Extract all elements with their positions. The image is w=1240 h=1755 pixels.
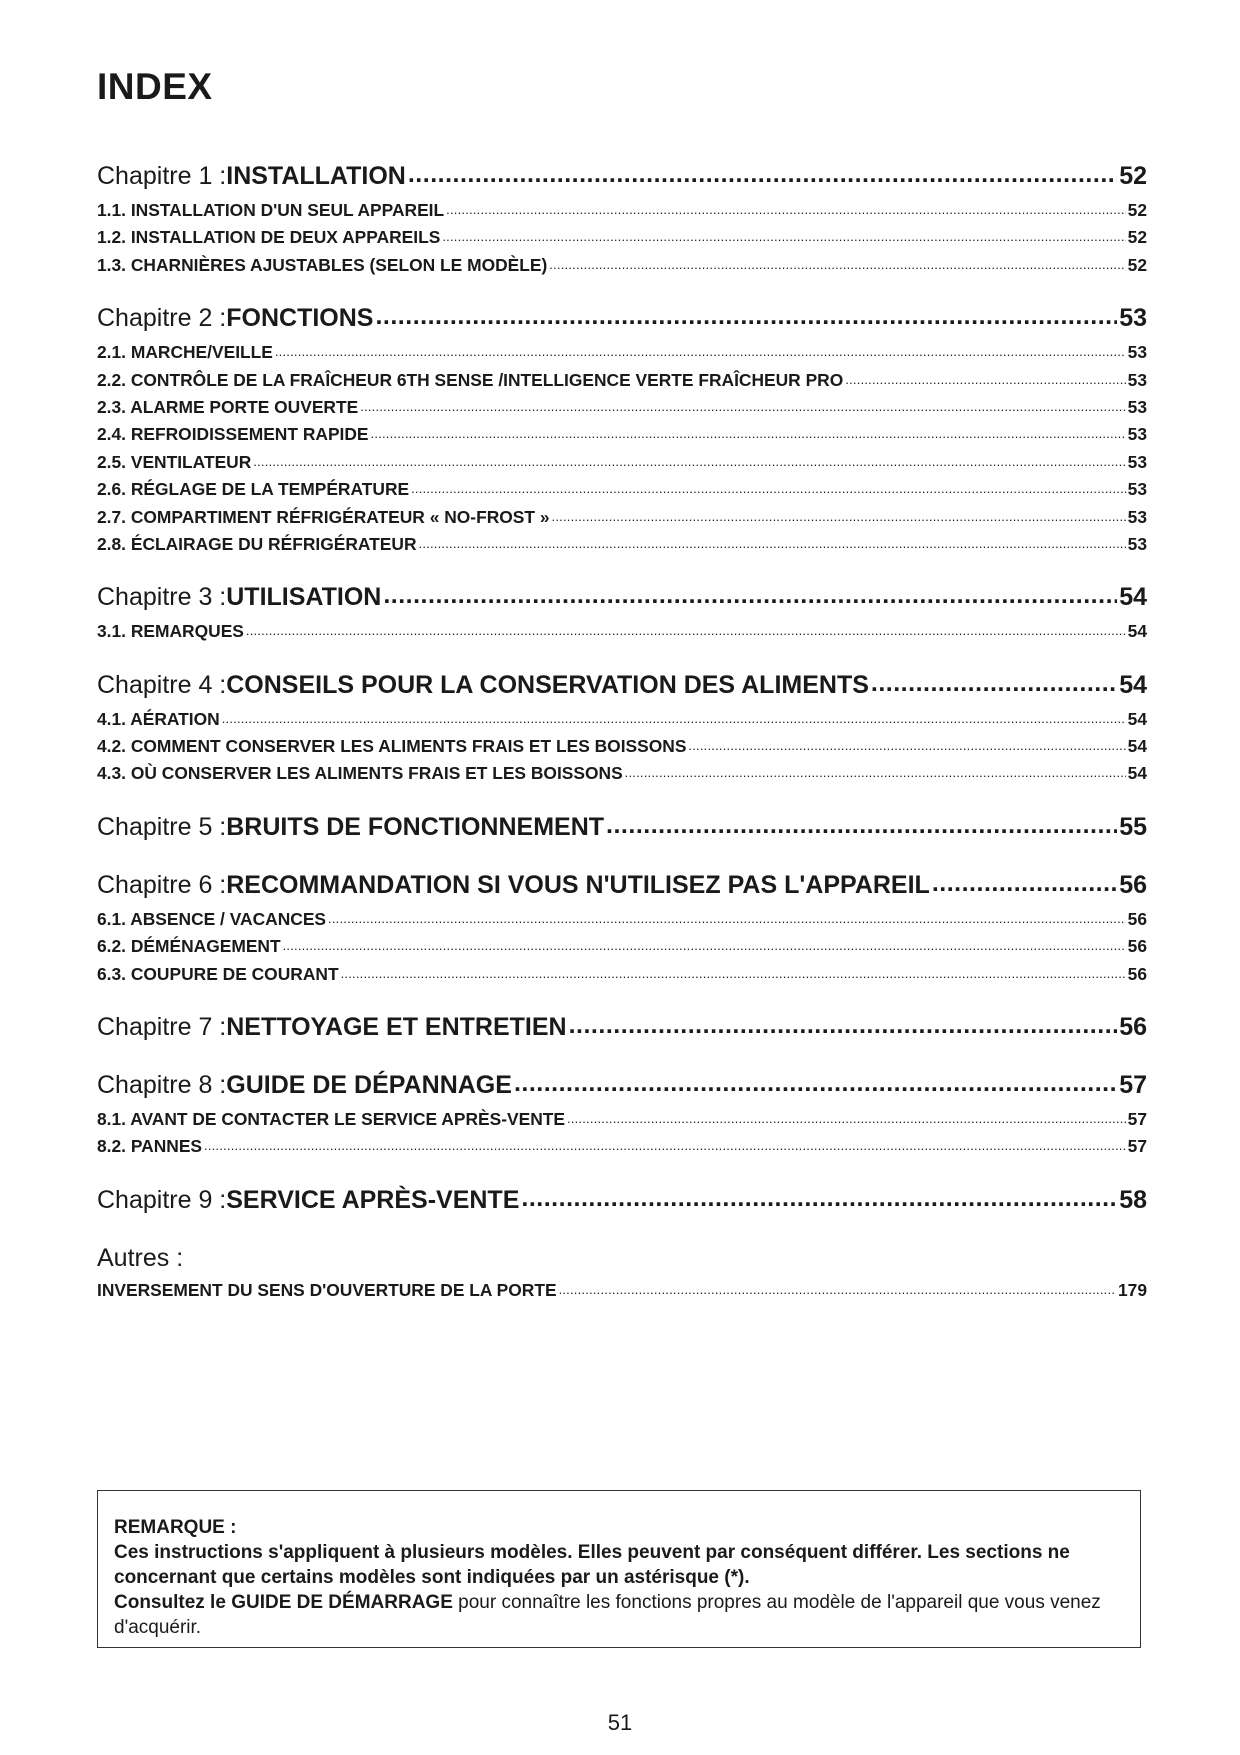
section-title: 2.1. MARCHE/VEILLE [97,342,273,363]
chapter-page-number: 55 [1119,812,1147,841]
section-page-number: 53 [1127,533,1147,554]
dot-leader [204,1138,1126,1153]
toc-section-entry[interactable] [97,397,1147,424]
section-page-number: 54 [1127,621,1147,642]
dot-leader [569,1011,1118,1040]
dot-leader [521,1184,1117,1213]
chapter-title: INSTALLATION [226,162,406,190]
chapter-prefix: Chapitre 9 : [97,1185,227,1214]
dot-leader [328,911,1126,926]
section-page-number: 57 [1127,1136,1147,1157]
chapter-block [97,1013,1147,1049]
section-title: 2.6. RÉGLAGE DE LA TEMPÉRATURE [97,479,410,500]
section-title: 6.1. ABSENCE / VACANCES [97,908,327,929]
section-page-number: 179 [1117,1279,1147,1300]
toc-chapter-entry[interactable] [97,583,1147,619]
section-title: 1.1. INSTALLATION D'UN SEUL APPAREIL [97,200,445,220]
section-title: 2.2. CONTRÔLE DE LA FRAÎCHEUR 6TH SENSE /INTELLIGENCE VERTE FRAÎCHEUR PRO [97,369,844,390]
section-page-number: 53 [1127,424,1147,445]
toc-section-entry[interactable] [97,424,1147,451]
chapter-page-number: 57 [1119,1071,1147,1100]
toc-section-entry[interactable] [97,736,1147,763]
dot-leader [559,1282,1116,1297]
toc-section-entry[interactable] [97,507,1147,534]
section-page-number: 54 [1127,736,1147,757]
dot-leader [549,257,1125,272]
dot-leader [371,426,1126,441]
chapter-block [97,304,1147,561]
dot-leader [408,160,1117,189]
toc-section-entry[interactable] [97,534,1147,561]
dot-leader [567,1111,1126,1126]
chapter-prefix: Chapitre 2 : [97,304,227,333]
note-guide-rest: pour connaître les fonctions propres au modèle de l'appareil que vous venez d'acquérir. [114,1592,1101,1638]
section-title: 1.3. CHARNIÈRES AJUSTABLES (SELON LE MODÈLE) [97,254,548,275]
chapter-block [97,813,1147,849]
section-page-number: 52 [1127,227,1147,248]
chapter-prefix: Chapitre 5 : [97,812,227,841]
dot-leader [514,1069,1117,1098]
chapter-title: NETTOYAGE ET ENTRETIEN [226,1013,567,1042]
autres-block [97,1244,1147,1307]
chapter-block [97,162,1147,282]
toc-chapter-entry[interactable] [97,671,1147,707]
section-page-number: 53 [1127,369,1147,390]
section-title: 1.2. INSTALLATION DE DEUX APPAREILS [97,227,441,248]
dot-leader [446,202,1126,217]
chapter-prefix: Chapitre 4 : [97,670,227,699]
toc-section-entry[interactable] [97,964,1147,991]
dot-leader [419,536,1126,551]
note-guide-name: GUIDE DE DÉMARRAGE [231,1592,453,1613]
note-guide-text [114,1590,1124,1640]
chapter-block [97,871,1147,991]
table-of-contents [97,162,1147,1329]
chapter-page-number: 56 [1119,870,1147,899]
chapter-page-number: 58 [1119,1185,1147,1214]
toc-section-entry[interactable] [97,370,1147,397]
section-title: 8.2. PANNES [97,1136,203,1157]
toc-section-entry[interactable] [97,255,1147,282]
section-title: 2.8. ÉCLAIRAGE DU RÉFRIGÉRATEUR [97,533,417,554]
toc-section-entry[interactable] [97,621,1147,648]
dot-leader [275,344,1126,359]
chapter-title: BRUITS DE FONCTIONNEMENT [226,812,605,841]
section-page-number: 57 [1127,1109,1147,1130]
dot-leader [625,765,1126,780]
toc-section-entry[interactable] [97,1136,1147,1163]
toc-chapter-entry[interactable] [97,871,1147,907]
chapter-prefix: Chapitre 6 : [97,870,227,899]
chapter-page-number: 53 [1119,304,1147,333]
chapter-title: FONCTIONS [226,304,374,333]
section-page-number: 56 [1127,963,1147,984]
note-heading: REMARQUE : [114,1517,237,1538]
section-page-number: 56 [1127,936,1147,957]
section-title: 3.1. REMARQUES [97,621,244,642]
section-page-number: 53 [1127,479,1147,500]
toc-section-entry[interactable] [97,909,1147,936]
note-text: Ces instructions s'appliquent à plusieurs modèles. Elles peuvent par conséquent différer. Les sections ne concernant que certains modèles sont indiquées par un astérisque (*). [114,1542,1070,1588]
chapter-title: RECOMMANDATION SI VOUS N'UTILISEZ PAS L'APPAREIL [226,870,930,899]
dot-leader [283,938,1126,953]
autres-heading: Autres : [97,1243,184,1272]
chapter-prefix: Chapitre 3 : [97,583,227,612]
toc-chapter-entry[interactable] [97,813,1147,849]
dot-leader [932,869,1117,898]
dot-leader [442,229,1125,244]
toc-chapter-entry[interactable] [97,162,1147,198]
toc-section-entry[interactable] [97,452,1147,479]
note-box [97,1490,1141,1648]
toc-section-entry[interactable] [97,342,1147,369]
chapter-prefix: Chapitre 8 : [97,1071,227,1100]
section-page-number: 54 [1127,763,1147,784]
section-page-number: 53 [1127,342,1147,363]
chapter-title: CONSEILS POUR LA CONSERVATION DES ALIMENTS [226,670,869,699]
page-title: INDEX [97,66,213,107]
section-title: INVERSEMENT DU SENS D'OUVERTURE DE LA PORTE [97,1279,557,1300]
section-page-number: 56 [1127,908,1147,929]
chapter-page-number: 56 [1119,1013,1147,1042]
chapter-page-number: 54 [1119,583,1147,612]
chapter-title: SERVICE APRÈS-VENTE [226,1185,520,1214]
chapter-prefix: Chapitre 7 : [97,1013,227,1042]
section-page-number: 52 [1127,200,1147,220]
dot-leader [383,581,1117,610]
toc-section-entry[interactable] [97,200,1147,227]
toc-chapter-entry[interactable] [97,1071,1147,1107]
dot-leader [552,509,1126,524]
chapter-prefix: Chapitre 1 : [97,162,227,190]
chapter-page-number: 54 [1119,670,1147,699]
chapter-title: UTILISATION [226,583,382,612]
page-number: 51 [607,1710,633,1735]
chapter-block [97,1186,1147,1222]
toc-section-entry[interactable] [97,479,1147,506]
toc-chapter-entry[interactable] [97,1186,1147,1222]
dot-leader [222,711,1126,726]
section-title: 6.3. COUPURE DE COURANT [97,963,339,984]
toc-section-entry[interactable] [97,763,1147,790]
section-title: 2.4. REFROIDISSEMENT RAPIDE [97,424,369,445]
toc-section-entry[interactable] [97,709,1147,736]
note-guide-prefix: Consultez le [114,1592,232,1613]
dot-leader [411,481,1126,496]
section-title: 8.1. AVANT DE CONTACTER LE SERVICE APRÈS-VENTE [97,1109,565,1130]
section-page-number: 52 [1127,254,1147,275]
dot-leader [253,454,1125,469]
toc-chapter-entry[interactable] [97,1013,1147,1049]
section-title: 4.3. OÙ CONSERVER LES ALIMENTS FRAIS ET LES BOISSONS [97,763,623,784]
chapter-block [97,671,1147,791]
toc-section-entry[interactable] [97,936,1147,963]
section-title: 2.5. VENTILATEUR [97,451,252,472]
dot-leader [246,623,1126,638]
dot-leader [845,372,1125,387]
section-title: 4.2. COMMENT CONSERVER LES ALIMENTS FRAIS ET LES BOISSONS [97,736,687,757]
toc-section-entry[interactable] [97,1280,1147,1307]
toc-section-entry[interactable] [97,227,1147,254]
chapter-page-number: 52 [1119,162,1147,190]
section-page-number: 53 [1127,506,1147,527]
section-title: 4.1. AÉRATION [97,708,220,729]
dot-leader [871,669,1117,698]
chapter-block [97,1071,1147,1164]
dot-leader [688,738,1125,753]
chapter-title: GUIDE DE DÉPANNAGE [226,1071,512,1100]
dot-leader [606,811,1117,840]
dot-leader [341,966,1126,981]
section-title: 2.7. COMPARTIMENT RÉFRIGÉRATEUR « NO-FROST » [97,506,550,527]
chapter-block [97,583,1147,648]
toc-section-entry[interactable] [97,1109,1147,1136]
section-page-number: 53 [1127,451,1147,472]
dot-leader [360,399,1125,414]
dot-leader [375,302,1117,331]
section-page-number: 54 [1127,708,1147,729]
section-title: 2.3. ALARME PORTE OUVERTE [97,396,359,417]
section-page-number: 53 [1127,396,1147,417]
toc-chapter-entry[interactable] [97,304,1147,340]
section-title: 6.2. DÉMÉNAGEMENT [97,936,281,957]
